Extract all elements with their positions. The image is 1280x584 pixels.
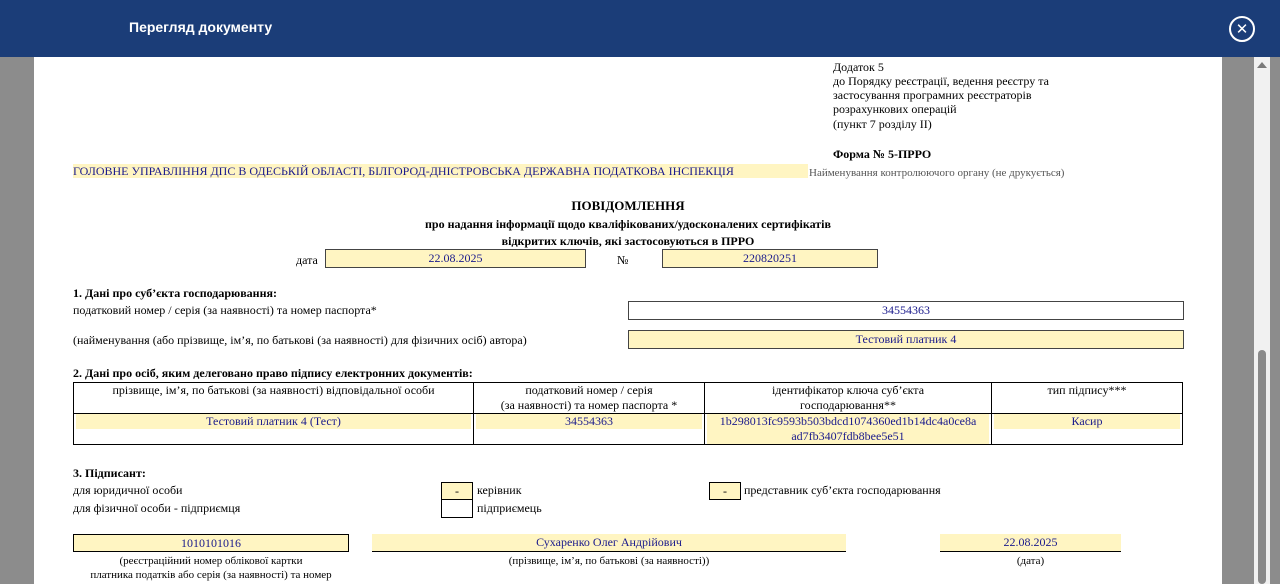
table-cell[interactable]	[474, 414, 705, 445]
scroll-up-arrow-icon[interactable]	[1257, 62, 1267, 68]
director-label: керівник	[477, 483, 522, 497]
registration-note: (реєстраційний номер облікової картки	[119, 555, 303, 567]
column-header	[992, 383, 1183, 414]
document-viewer[interactable]	[0, 57, 1280, 584]
tax-number-label: податковий номер / серія (за наявності) та номер паспорта*	[73, 303, 377, 317]
modal-title: Перегляд документу	[129, 19, 273, 35]
table-header-row	[74, 383, 1183, 414]
director-checkbox[interactable]: -	[441, 482, 473, 500]
column-header-text: тип підпису***	[1047, 383, 1127, 397]
individual-label: для фізичної особи - підприємця	[73, 501, 241, 515]
scrollbar-thumb[interactable]	[1258, 350, 1266, 584]
form-number: Форма № 5-ПРРО	[833, 147, 932, 161]
column-header-text: ідентифікатор ключа суб’єкта	[771, 383, 925, 397]
legal-entity-label: для юридичної особи	[73, 483, 183, 497]
tax-number-field[interactable]: 34554363	[628, 301, 1184, 320]
representative-label: представник суб’єкта господарювання	[744, 483, 941, 497]
key-identifier: ad7fb3407fdb8bee5e51	[791, 429, 905, 443]
appendix-line: до Порядку реєстрації, ведення реєстру та	[833, 74, 1049, 88]
modal-header	[0, 0, 1280, 57]
appendix-line: розрахункових операцій	[833, 102, 957, 116]
author-name-field[interactable]: Тестовий платник 4	[628, 330, 1184, 349]
entrepreneur-label: підприємець	[477, 501, 542, 515]
date-label: дата	[296, 253, 318, 267]
document-subheading: про надання інформації щодо кваліфікованих/удосконалених сертифікатів	[425, 217, 831, 231]
date-field[interactable]: 22.08.2025	[325, 249, 586, 268]
table-row	[74, 414, 1183, 445]
signer-name-note: (прізвище, ім’я, по батькові (за наявності))	[508, 555, 710, 567]
column-header	[705, 383, 992, 414]
representative-checkbox[interactable]: -	[709, 482, 741, 500]
document-subheading: відкритих ключів, які застосовуються в ПРРО	[501, 234, 755, 248]
authority-note: Найменування контролюючого органу (не друкується)	[809, 167, 1065, 179]
delegate-tax-number: 34554363	[476, 414, 702, 429]
signature-type: Касир	[994, 414, 1180, 429]
section2-title: 2. Дані про осіб, яким делеговано право підпису електронних документів:	[73, 366, 473, 380]
table-cell[interactable]	[705, 414, 992, 445]
column-header	[74, 383, 474, 414]
delegate-name: Тестовий платник 4 (Тест)	[76, 414, 471, 429]
table-cell[interactable]	[992, 414, 1183, 445]
appendix-line: (пункт 7 розділу II)	[833, 117, 932, 131]
appendix-line: Додаток 5	[833, 60, 884, 74]
registration-note: платника податків або серія (за наявності) та номер	[90, 569, 332, 581]
vertical-scrollbar[interactable]	[1254, 57, 1270, 584]
column-header-text: господарювання**	[800, 398, 896, 412]
column-header-text: прізвище, ім’я, по батькові (за наявності) відповідальної особи	[112, 383, 435, 397]
delegates-table	[73, 382, 1183, 445]
column-header-text: (за наявності) та номер паспорта *	[500, 398, 678, 412]
column-header-text: податковий номер / серія	[525, 383, 653, 397]
authority-name: ГОЛОВНЕ УПРАВЛІННЯ ДПС В ОДЕСЬКІЙ ОБЛАСТІ, БІЛГОРОД-ДНІСТРОВСЬКА ДЕРЖАВНА ПОДАТКОВА ІНСПЕКЦІЯ	[73, 164, 808, 178]
key-identifier: 1b298013fc9593b503bdcd1074360ed1b14dc4a0ce8a	[719, 414, 977, 428]
section3-title: 3. Підписант:	[73, 466, 146, 480]
document-heading: ПОВІДОМЛЕННЯ	[571, 198, 685, 213]
section1-title: 1. Дані про суб’єкта господарювання:	[73, 286, 277, 300]
signer-name-field[interactable]: Сухаренко Олег Андрійович	[372, 534, 846, 552]
close-icon[interactable]: ✕	[1229, 16, 1255, 42]
appendix-line: застосування програмних реєстраторів	[833, 88, 1032, 102]
entrepreneur-checkbox[interactable]	[441, 499, 473, 518]
number-label: №	[617, 253, 629, 267]
column-header	[474, 383, 705, 414]
number-field[interactable]: 220820251	[662, 249, 878, 268]
signature-date-field[interactable]: 22.08.2025	[940, 534, 1121, 552]
table-cell[interactable]	[74, 414, 474, 445]
signature-date-note: (дата)	[1016, 555, 1045, 567]
registration-number-field[interactable]: 1010101016	[73, 534, 349, 552]
author-name-label: (найменування (або прізвище, ім’я, по батькові (за наявності) для фізичних осіб) автора)	[73, 333, 527, 347]
